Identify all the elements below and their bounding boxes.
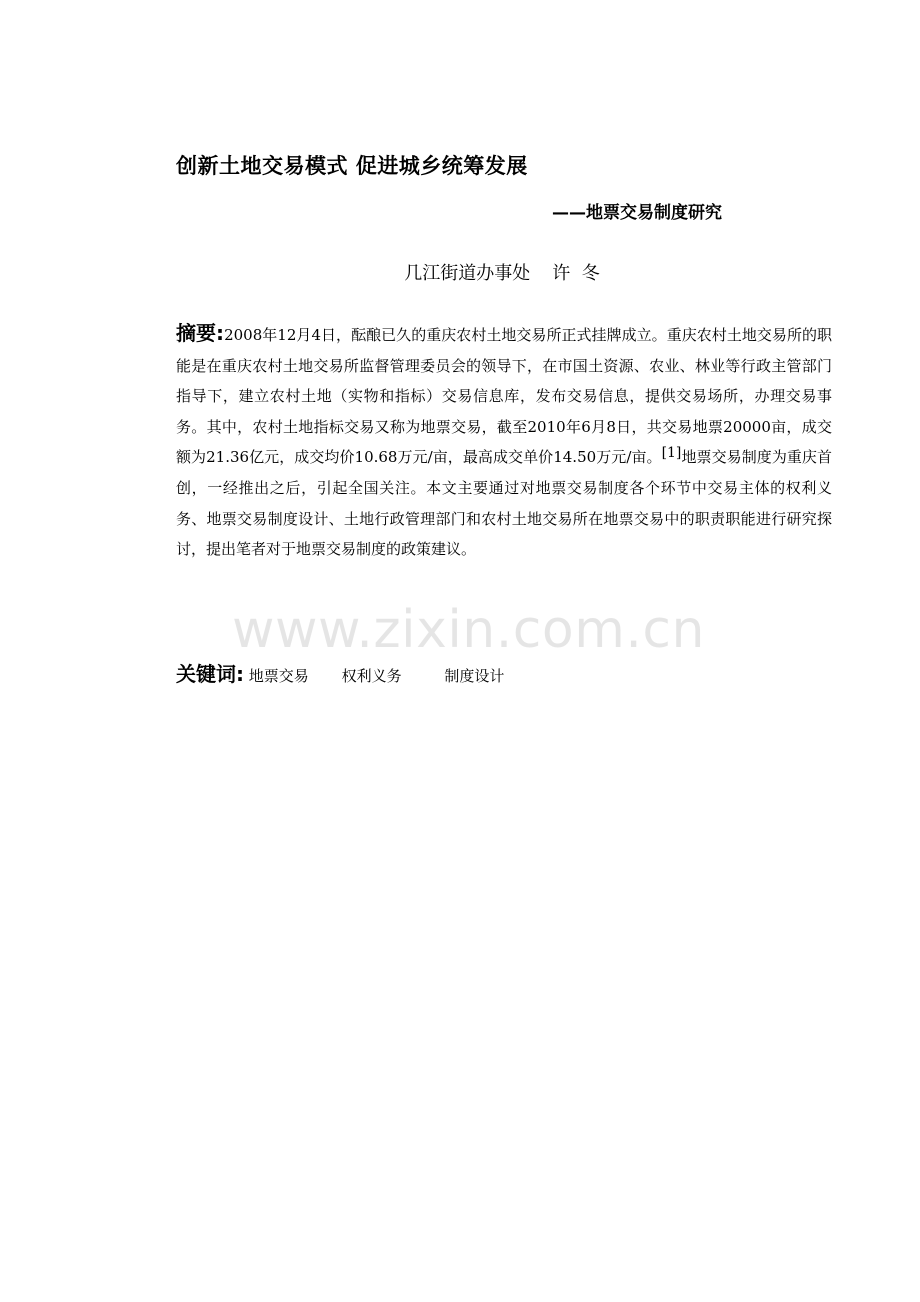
author-line (0, 259, 920, 285)
document-title: 创新土地交易模式 促进城乡统筹发展 (176, 154, 528, 178)
citation-reference: [1] (661, 445, 682, 462)
keywords-line (176, 658, 504, 687)
keywords-label: 关键词: (176, 662, 244, 686)
author-name: 许 冬 (552, 263, 600, 284)
abstract-paragraph (176, 318, 832, 565)
keyword-item: 地票交易 (248, 667, 309, 685)
abstract-label: 摘要: (176, 321, 225, 345)
abstract-text-part2: 地票交易制度为重庆首创，一经推出之后，引起全国关注。本文主要通过对地票交易制度各个环节中交易主体的权利义务、地票交易制度设计、土地行政管理部门和农村土地交易所在地票交易中的职责职能进行研究探讨，提出笔者对于地票交易制度的政策建议。 (176, 448, 832, 559)
abstract-text-part1: 2008年12月4日，酝酿已久的重庆农村土地交易所正式挂牌成立。重庆农村土地交易所的职能是在重庆农村土地交易所监督管理委员会的领导下，在市国土资源、农业、林业等行政主管部门指导下，建立农村土地（实物和指标）交易信息库，发布交易信息，提供交易场所，办理交易事务。其中，农村土地指标交易又称为地票交易，截至2010年6月8日，共交易地票20000亩，成交额为21.36亿元，成交均价10.68万元/亩，最高成交单价14.50万元/亩。 (176, 326, 832, 467)
keyword-item: 权利义务 (341, 667, 402, 685)
author-affiliation: 几江街道办事处 (404, 263, 531, 284)
watermark: www.zixin.com.cn (232, 600, 705, 660)
document-subtitle: ——地票交易制度研究 (552, 203, 722, 223)
keyword-item: 制度设计 (444, 667, 505, 685)
